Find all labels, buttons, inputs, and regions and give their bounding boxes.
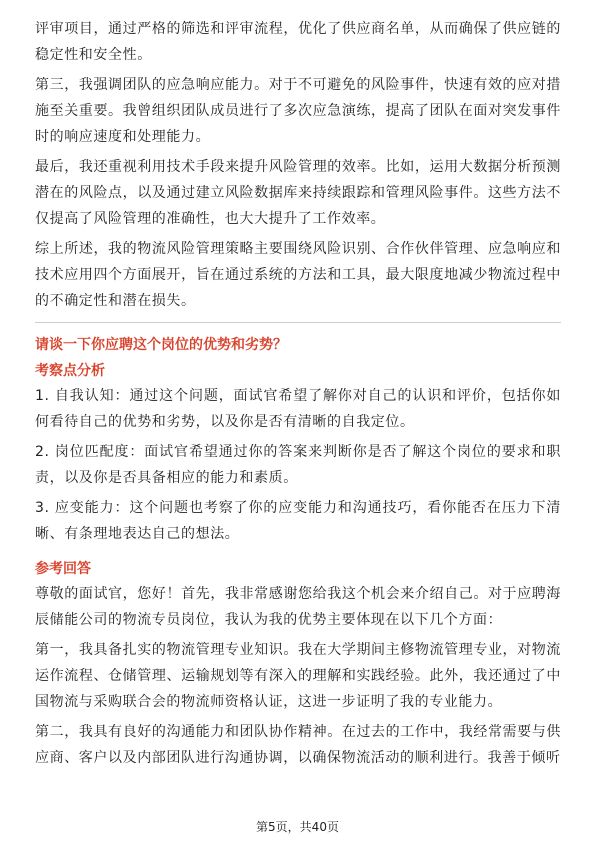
answer-paragraph: 第一，我具备扎实的物流管理专业知识。我在大学期间主修物流管理专业，对物流运作流程、仓储管理、运输规划等有深入的理解和实践经验。此外，我还通过了中国物流与采购联合会的物流师资格认证，这进一步证明了我的专业能力。	[35, 642, 561, 710]
answer-paragraph: 尊敬的面试官，您好！首先，我非常感谢您给我这个机会来介绍自己。对于应聘海辰储能公司的物流专员岗位，我认为我的优势主要体现在以下几个方面：	[35, 586, 561, 628]
answer-heading: 参考回答	[35, 561, 91, 577]
analysis-item: 2. 岗位匹配度：面试官希望通过你的答案来判断你是否了解这个岗位的要求和职责，以及你是否具备相应的能力和素质。	[35, 444, 561, 486]
analysis-item: 1. 自我认知：通过这个问题，面试官希望了解你对自己的认识和评价，包括你如何看待自己的优势和劣势，以及你是否有清晰的自我定位。	[35, 388, 561, 430]
analysis-heading: 考察点分析	[35, 363, 105, 379]
answer-paragraph: 第二，我具有良好的沟通能力和团队协作精神。在过去的工作中，我经常需要与供应商、客户以及内部团队进行沟通协调，以确保物流活动的顺利进行。我善于倾听	[35, 724, 561, 766]
section-divider	[35, 322, 561, 323]
document-page	[35, 16, 561, 775]
paragraph: 第三，我强调团队的应急响应能力。对于不可避免的风险事件，快速有效的应对措施至关重要。我曾组织团队成员进行了多次应急演练，提高了团队在面对突发事件时的响应速度和处理能力。	[35, 77, 561, 145]
page-number: 第5页，共40页	[256, 820, 339, 834]
analysis-item: 3. 应变能力：这个问题也考察了你的应变能力和沟通技巧，看你能否在压力下清晰、有条理地表达自己的想法。	[35, 500, 561, 542]
paragraph: 评审项目，通过严格的筛选和评审流程，优化了供应商名单，从而确保了供应链的稳定性和安全性。	[35, 21, 561, 63]
paragraph: 综上所述，我的物流风险管理策略主要围绕风险识别、合作伙伴管理、应急响应和技术应用四个方面展开，旨在通过系统的方法和工具，最大限度地减少物流过程中的不确定性和潜在损失。	[35, 241, 561, 309]
paragraph: 最后，我还重视利用技术手段来提升风险管理的效率。比如，运用大数据分析预测潜在的风险点，以及通过建立风险数据库来持续跟踪和管理风险事件。这些方法不仅提高了风险管理的准确性，也大大提升了工作效率。	[35, 159, 561, 227]
interview-question: 请谈一下你应聘这个岗位的优势和劣势？	[35, 337, 287, 353]
